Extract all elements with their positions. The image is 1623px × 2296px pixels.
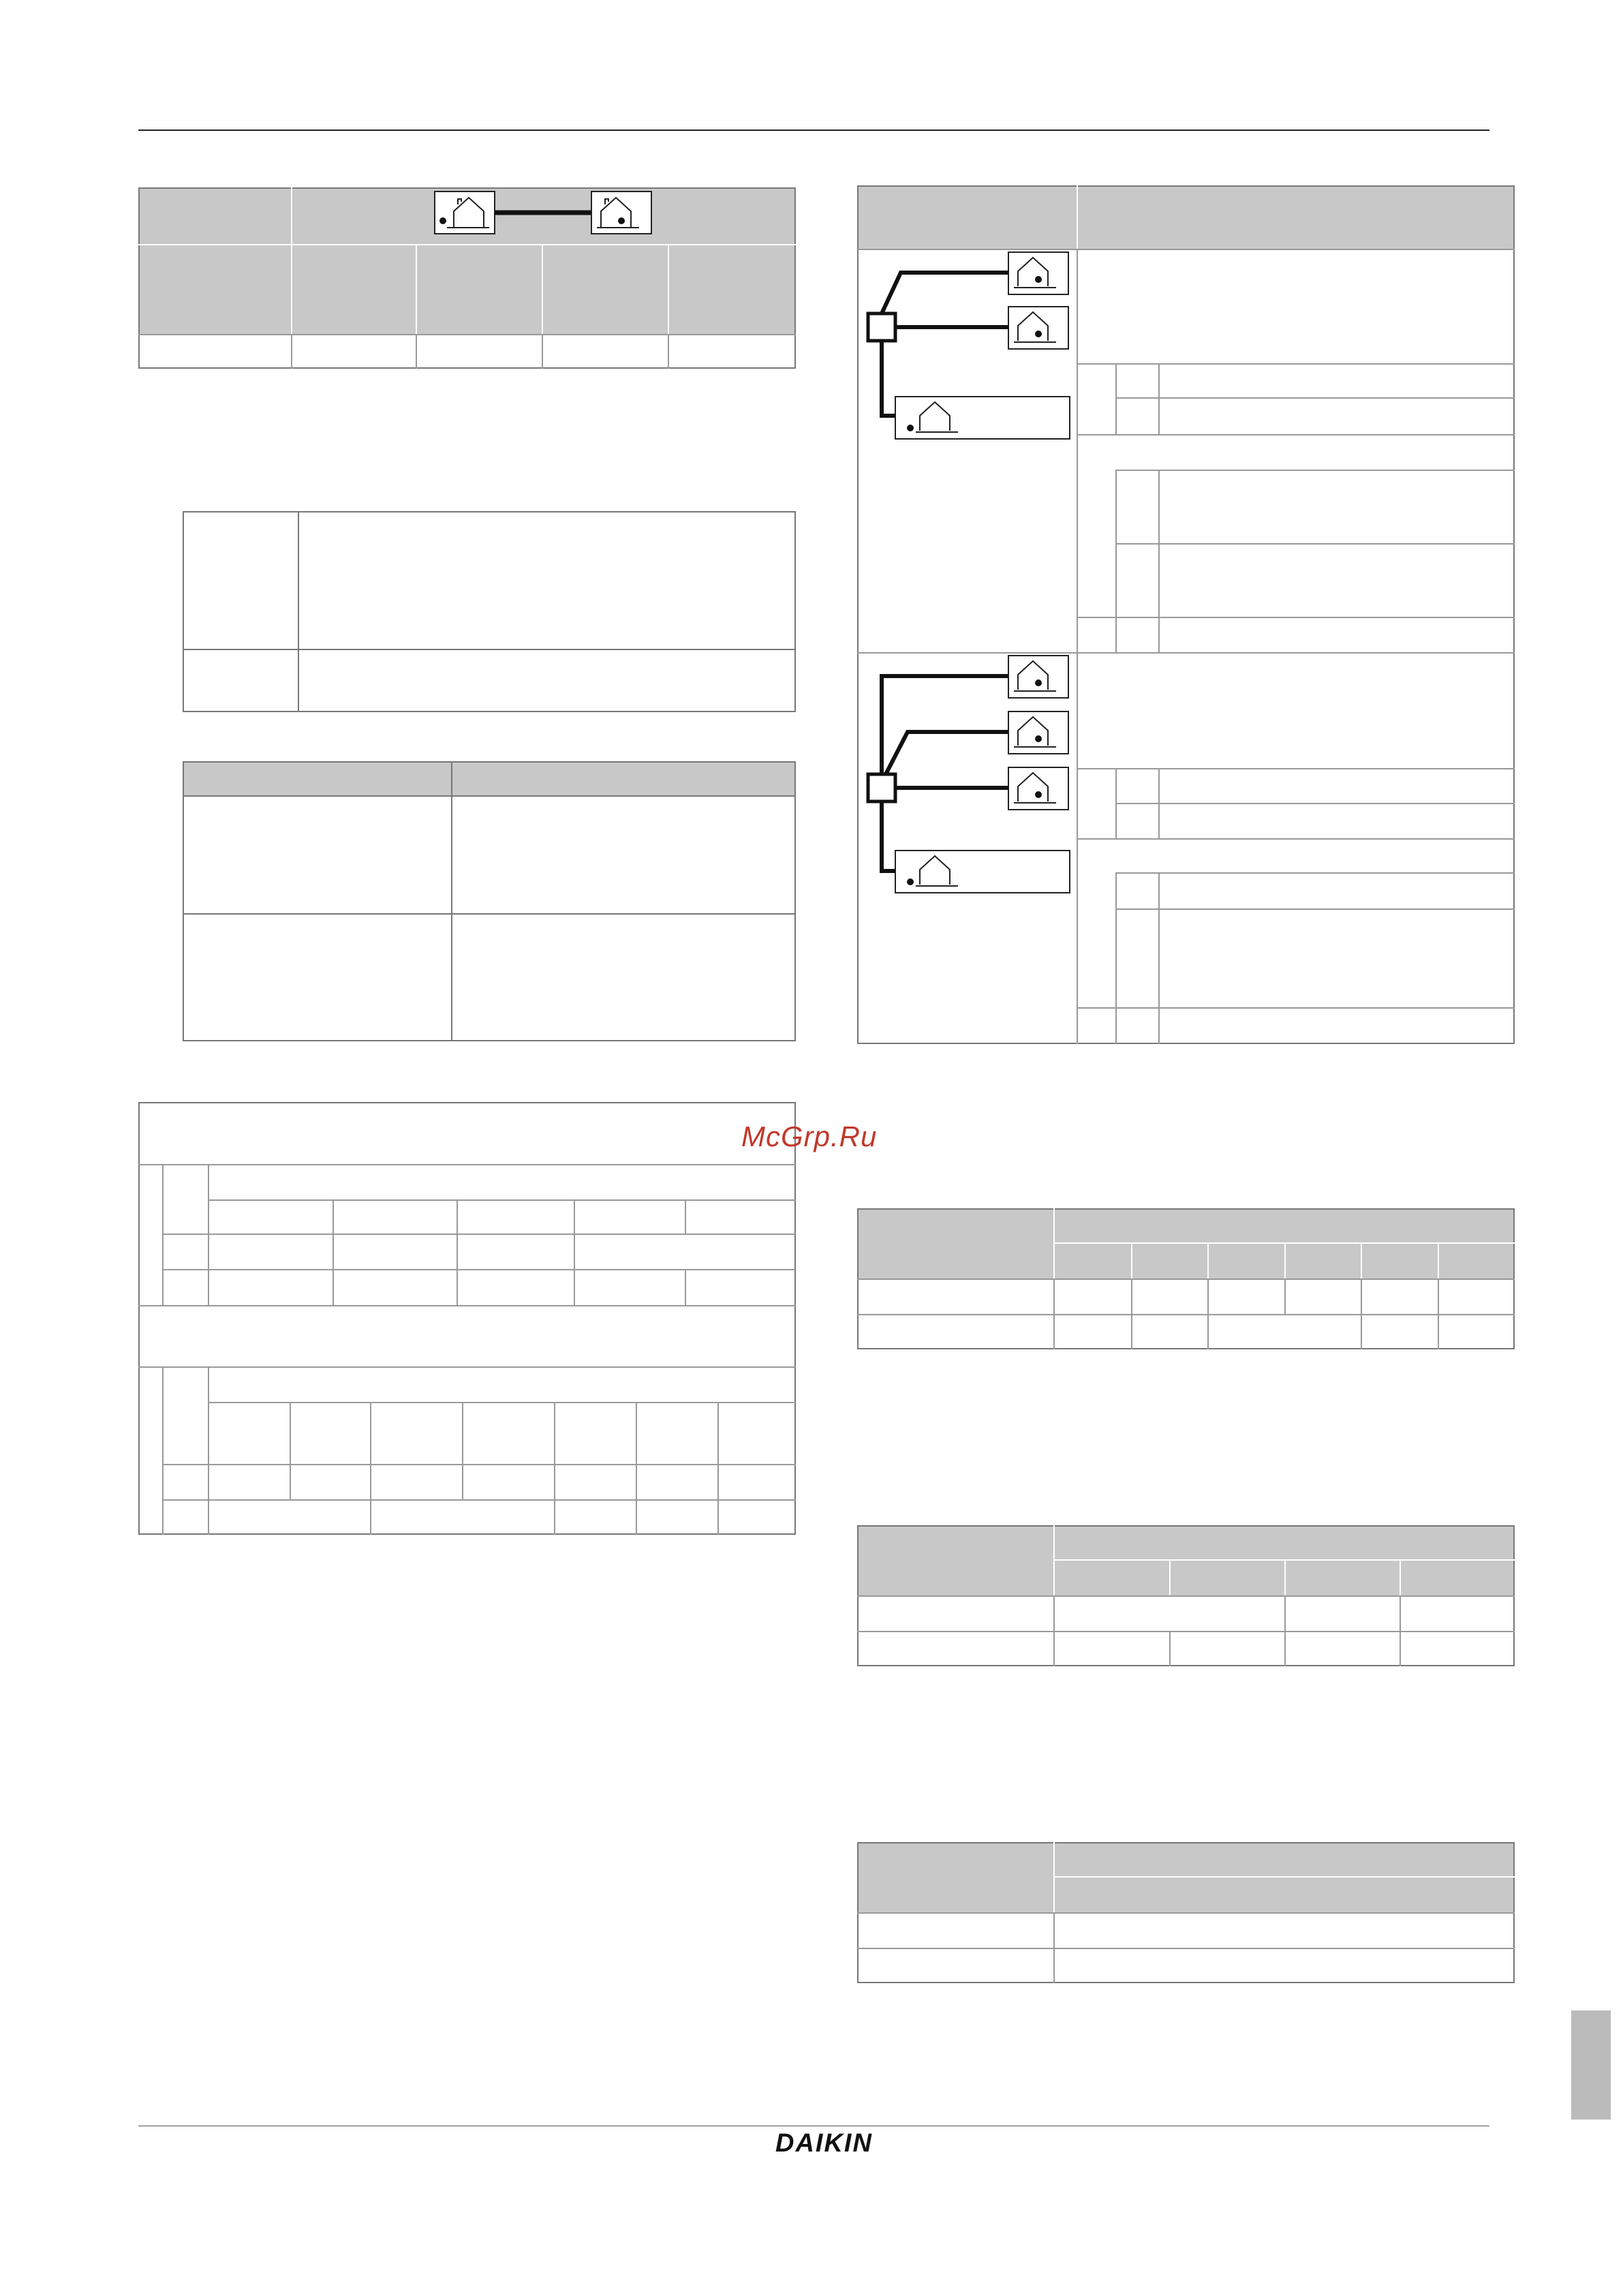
wiring-diagram-three-zones <box>860 249 1075 447</box>
wiring-diagram-four-zones <box>860 654 1075 900</box>
table4-frame <box>138 1102 796 1535</box>
watermark-text: McGrp.Ru <box>741 1120 878 1152</box>
table2-frame <box>183 511 796 712</box>
junction-icon <box>868 313 895 341</box>
junction-icon <box>868 774 895 801</box>
header-rule <box>138 129 1489 131</box>
table3-frame <box>183 761 796 1041</box>
brand-logo: DAIKIN <box>775 2129 873 2158</box>
connected-houses-diagram <box>433 189 655 237</box>
section-side-tab <box>1571 2010 1611 2119</box>
